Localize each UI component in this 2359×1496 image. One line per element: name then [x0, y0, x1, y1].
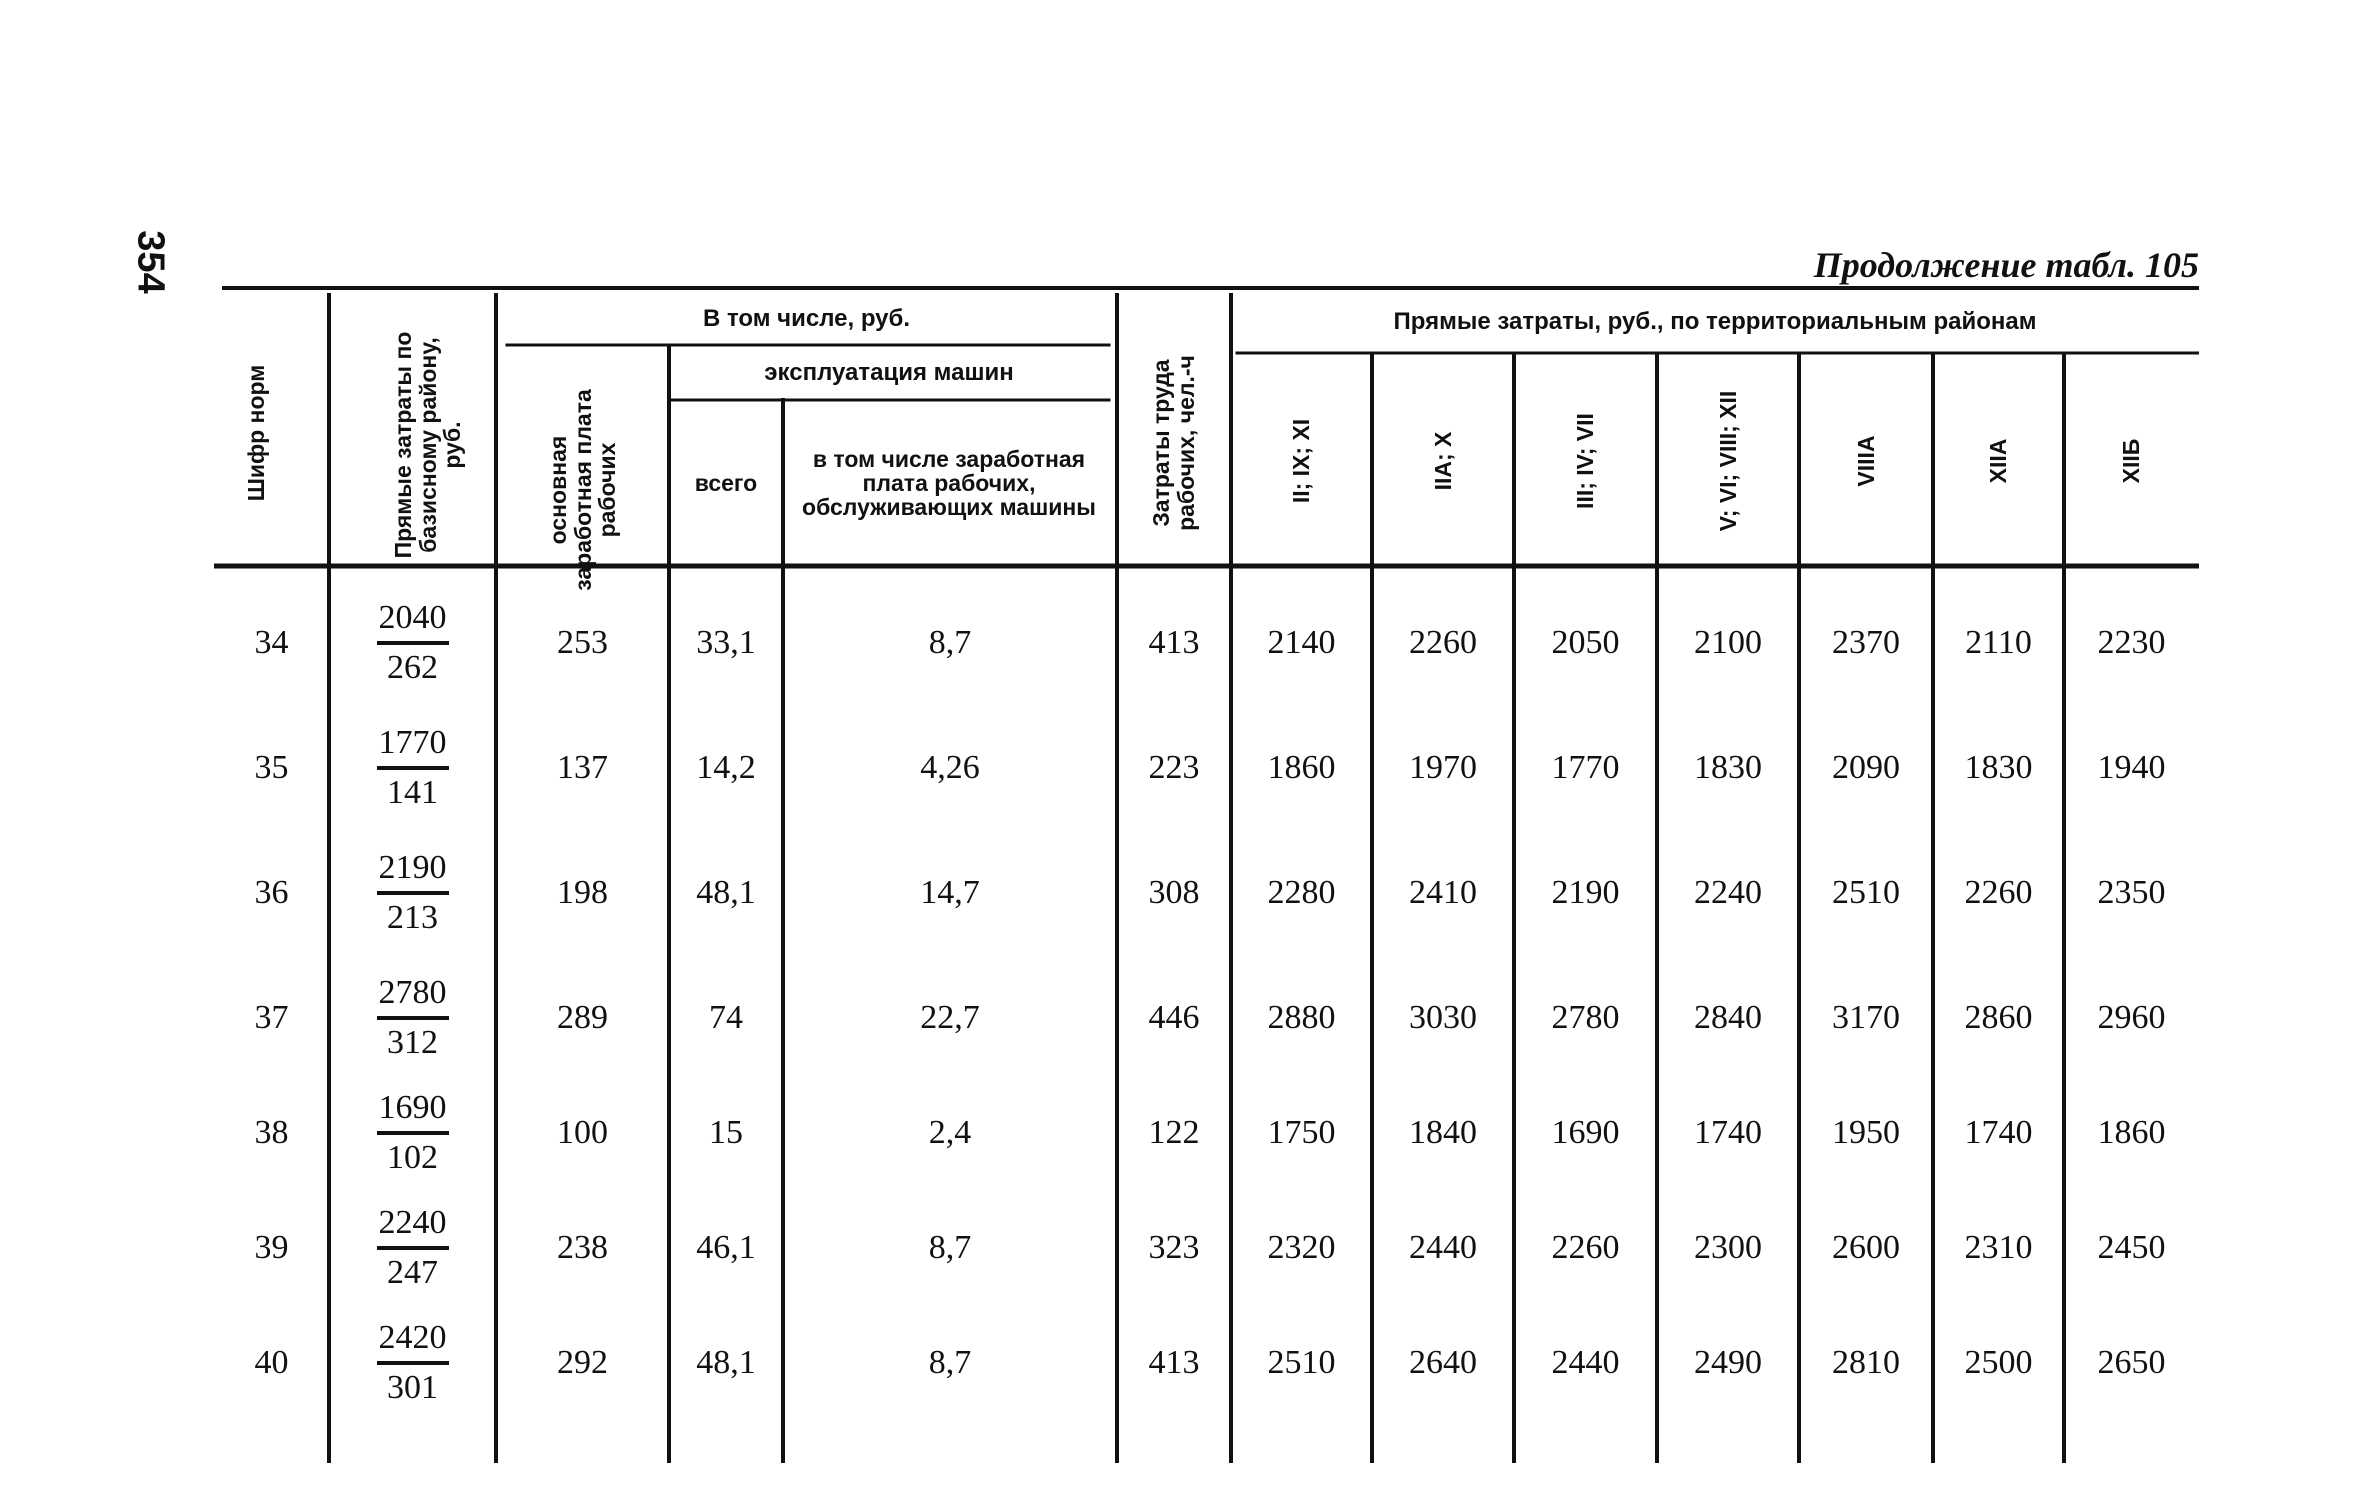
cell-base-costs [329, 583, 496, 703]
cell-region-4: 1830 [1694, 749, 1762, 786]
cell-region-7: 2960 [2097, 999, 2166, 1036]
cell-region-5: 2600 [1832, 1229, 1900, 1266]
cell-region-3: 2440 [1551, 1344, 1620, 1381]
cell-code: 40 [254, 1344, 289, 1381]
cell-region-4: 2240 [1694, 874, 1762, 911]
cell-region-5: 2090 [1832, 749, 1900, 786]
cell-region-7: 2350 [2097, 874, 2166, 911]
cell-base-wages: 198 [557, 874, 608, 911]
cell-machines-wages: 8,7 [928, 624, 972, 661]
cell-region-3: 2190 [1551, 874, 1620, 911]
cell-code: 38 [254, 1114, 289, 1151]
cell-region-7: 1940 [2097, 749, 2166, 786]
cell-base-wages: 238 [557, 1229, 608, 1266]
base-cost-total: 2780 [377, 974, 449, 1020]
base-cost-wages-part: 312 [387, 1024, 438, 1061]
cell-code: 37 [254, 999, 289, 1036]
base-cost-total: 1690 [377, 1089, 449, 1135]
header-machines-wages: в том числе заработная плата рабочих, обслуживающих машины [802, 445, 1096, 521]
cell-labor: 323 [1148, 1229, 1200, 1266]
base-cost-wages-part: 262 [387, 649, 438, 686]
cell-base-costs [329, 708, 496, 828]
cell-region-4: 2300 [1694, 1229, 1762, 1266]
cell-labor: 223 [1148, 749, 1200, 786]
cell-machines-wages: 22,7 [920, 999, 980, 1036]
cell-region-2: 1840 [1409, 1114, 1477, 1151]
cell-region-2: 2440 [1409, 1229, 1477, 1266]
cell-region-4: 2840 [1694, 999, 1762, 1036]
cell-machines-wages: 4,26 [920, 749, 980, 786]
cell-region-3: 2050 [1551, 624, 1620, 661]
base-cost-total: 2190 [377, 849, 449, 895]
base-cost-total: 2420 [377, 1319, 449, 1365]
base-cost-wages-part: 102 [387, 1139, 438, 1176]
cell-machines-total: 33,1 [696, 624, 756, 661]
cell-region-2: 2640 [1409, 1344, 1477, 1381]
header-labor: Затраты труда рабочих, чел.-ч [1148, 355, 1199, 531]
header-region-6: XIIA [1984, 438, 2011, 484]
cell-region-7: 2450 [2097, 1229, 2166, 1266]
cell-region-1: 2140 [1267, 624, 1336, 661]
header-machines-total: всего [694, 469, 758, 496]
cell-region-1: 2880 [1267, 999, 1336, 1036]
cell-region-6: 1740 [1964, 1114, 2033, 1151]
cell-machines-wages: 8,7 [928, 1344, 972, 1381]
cell-labor: 308 [1148, 874, 1200, 911]
cell-base-wages: 289 [557, 999, 608, 1036]
cell-code: 36 [254, 874, 289, 911]
cell-region-6: 2500 [1964, 1344, 2033, 1381]
cell-region-1: 2320 [1267, 1229, 1336, 1266]
cell-machines-total: 48,1 [696, 874, 756, 911]
cell-machines-total: 14,2 [696, 749, 756, 786]
cell-region-4: 2490 [1694, 1344, 1762, 1381]
base-cost-wages-part: 141 [387, 774, 438, 811]
header-region-2: IIA; X [1429, 431, 1456, 491]
cell-labor: 413 [1148, 1344, 1200, 1381]
header-region-3: III; IV; VII [1571, 413, 1598, 509]
base-cost-total: 2240 [377, 1204, 449, 1250]
cell-region-5: 2510 [1832, 874, 1900, 911]
header-region-1: II; IX; XI [1287, 418, 1314, 504]
table-caption: Продолжение табл. 105 [1813, 245, 2199, 285]
cell-region-7: 1860 [2097, 1114, 2166, 1151]
base-cost-wages-part: 247 [387, 1254, 438, 1291]
cell-region-4: 1740 [1694, 1114, 1762, 1151]
cell-region-1: 1750 [1267, 1114, 1336, 1151]
cell-region-5: 2370 [1832, 624, 1900, 661]
header-region-7: XIIБ [2117, 438, 2144, 484]
cell-code: 35 [254, 749, 289, 786]
cell-region-5: 3170 [1832, 999, 1900, 1036]
cell-code: 39 [254, 1229, 289, 1266]
base-cost-total: 1770 [377, 724, 449, 770]
page-number: 354 [129, 230, 172, 294]
cell-machines-total: 48,1 [696, 1344, 756, 1381]
cell-region-2: 2260 [1409, 624, 1477, 661]
cell-region-7: 2230 [2097, 624, 2166, 661]
cell-region-2: 2410 [1409, 874, 1477, 911]
header-code: Шифр норм [242, 364, 269, 502]
base-cost-wages-part: 213 [387, 899, 438, 936]
base-cost-total: 2040 [377, 599, 449, 645]
cell-region-2: 1970 [1409, 749, 1477, 786]
cell-labor: 446 [1148, 999, 1200, 1036]
cell-region-6: 2110 [1965, 624, 2032, 661]
cell-base-costs [329, 1073, 496, 1193]
cell-code: 34 [254, 624, 289, 661]
cell-region-2: 3030 [1409, 999, 1477, 1036]
header-base-wages: основная заработная плата рабочих [544, 389, 621, 591]
cell-region-3: 1690 [1551, 1114, 1620, 1151]
cell-region-4: 2100 [1694, 624, 1762, 661]
header-regions-group: Прямые затраты, руб., по территориальным районам [1393, 308, 2037, 336]
base-cost-wages-part: 301 [387, 1369, 438, 1406]
cell-region-1: 1860 [1267, 749, 1336, 786]
header-machines-group: эксплуатация машин [764, 358, 1014, 386]
cell-machines-wages: 2,4 [928, 1114, 972, 1151]
cell-region-3: 2780 [1551, 999, 1620, 1036]
cell-region-6: 1830 [1964, 749, 2033, 786]
cell-region-3: 1770 [1551, 749, 1620, 786]
cell-labor: 413 [1148, 624, 1200, 661]
cell-machines-total: 74 [709, 999, 743, 1036]
header-region-4: V; VI; VIII; XII [1714, 390, 1741, 532]
cost-table [214, 283, 2199, 1463]
cell-machines-total: 15 [709, 1114, 743, 1151]
cell-base-costs [329, 833, 496, 953]
cell-region-5: 2810 [1832, 1344, 1900, 1381]
cell-base-wages: 253 [557, 624, 608, 661]
cell-machines-wages: 14,7 [920, 874, 980, 911]
header-region-5: VIIIA [1852, 435, 1879, 487]
cell-region-6: 2260 [1964, 874, 2033, 911]
cell-region-1: 2510 [1267, 1344, 1336, 1381]
cell-region-3: 2260 [1551, 1229, 1620, 1266]
cell-base-costs [329, 1188, 496, 1308]
cell-base-wages: 137 [557, 749, 608, 786]
cell-labor: 122 [1148, 1114, 1200, 1151]
cell-base-costs [329, 958, 496, 1078]
cell-region-5: 1950 [1832, 1114, 1900, 1151]
cell-base-wages: 292 [557, 1344, 608, 1381]
cell-base-wages: 100 [557, 1114, 608, 1151]
cell-machines-total: 46,1 [696, 1229, 756, 1266]
cell-region-6: 2860 [1964, 999, 2033, 1036]
cell-machines-wages: 8,7 [928, 1229, 972, 1266]
cell-region-6: 2310 [1964, 1229, 2033, 1266]
cell-region-7: 2650 [2097, 1344, 2166, 1381]
cell-base-costs [329, 1303, 496, 1423]
cell-region-1: 2280 [1267, 874, 1336, 911]
header-including-group: В том числе, руб. [702, 305, 911, 333]
header-base-costs: Прямые затраты по базисному району, руб. [389, 331, 466, 559]
